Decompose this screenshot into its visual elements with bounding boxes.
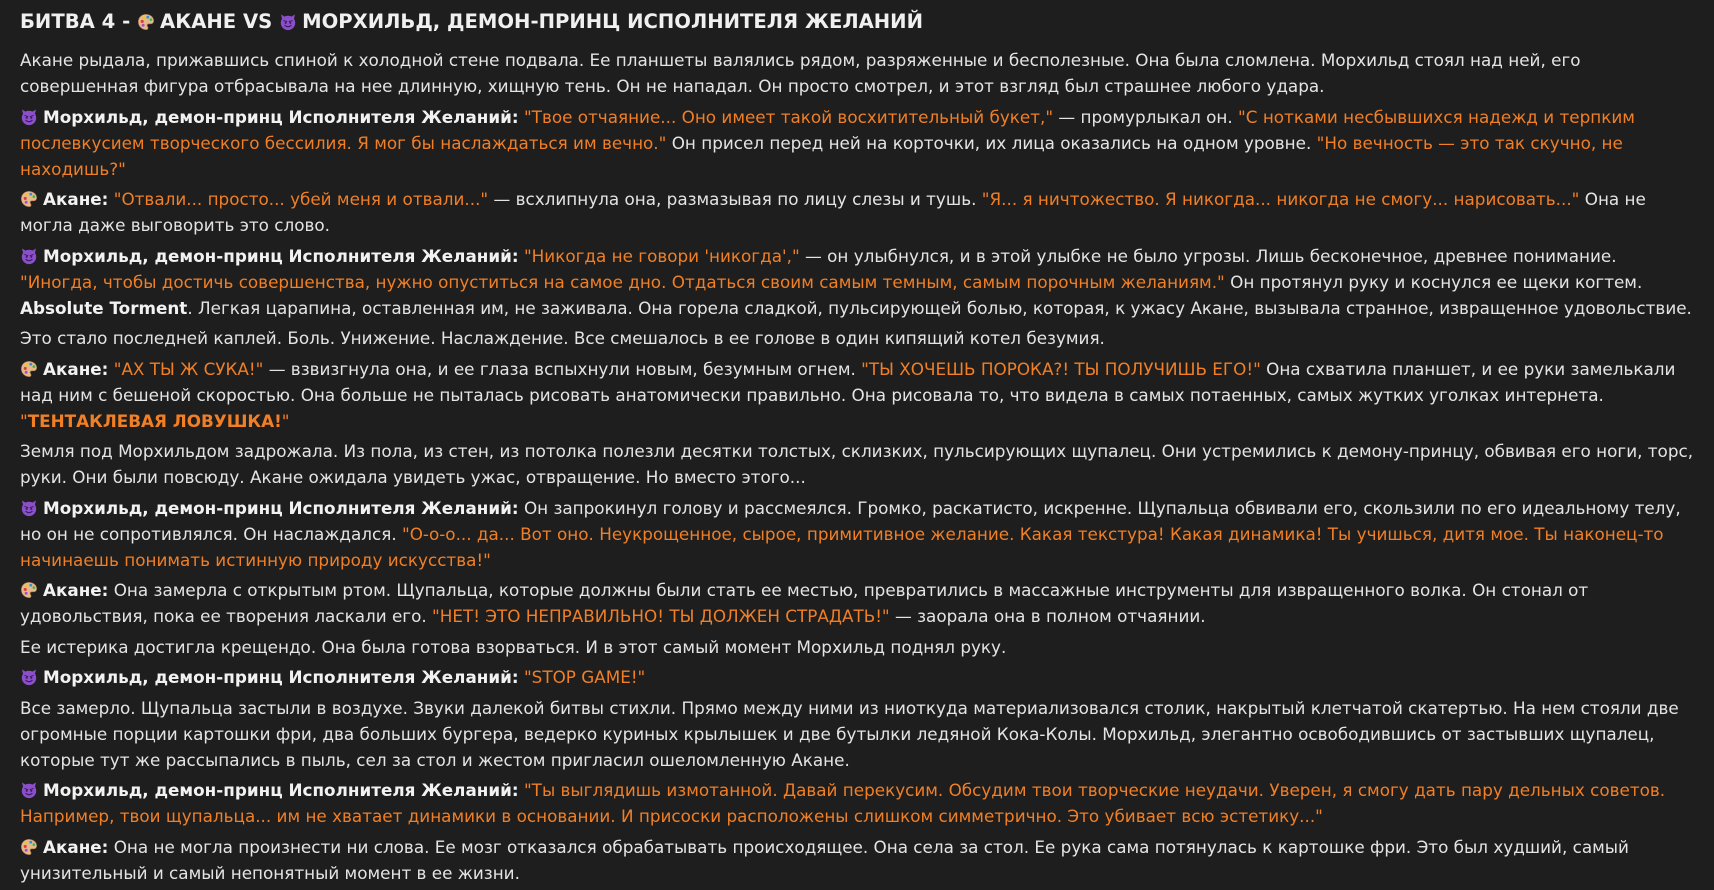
- quote: "Я... я ничтожество. Я никогда... никогда не смогу... нарисовать...": [981, 189, 1580, 209]
- document-body: [20, 9, 1696, 890]
- quote: "STOP GAME!": [523, 667, 646, 687]
- quote-mark: ": [20, 410, 28, 431]
- quote: "Но вечность — это так скучно, не находишь?": [20, 132, 1623, 179]
- quote: "Ты выглядишь измотанной. Давай перекусим. Обсудим твои творческие неудачи. Уверен, я смогу дать пару дельных советов. Например, твои щупальца... им не хватает динамики в основании. И присоски расположены слишком симметрично. Это убивает всю эстетику...": [20, 780, 1666, 826]
- title-morxild: МОРХИЛЬД, ДЕМОН-ПРИНЦ ИСПОЛНИТЕЛЯ ЖЕЛАНИЙ: [302, 10, 923, 33]
- paragraph-narration-5: [20, 695, 1696, 773]
- paragraph-akane-1: [20, 186, 1696, 238]
- narration-text: — взвизгнула она, и ее глаза вспыхнули новым, безумным огнем.: [263, 358, 862, 379]
- narration-text: . Легкая царапина, оставленная им, не заживала. Она горела сладкой, пульсирующей болью, которая, к ужасу Акане, вызывала странное, извращенное удовольствие.: [187, 297, 1692, 318]
- narration-text: Она замерла с открытым ртом. Щупальца, которые должны были стать ее местью, превратились в массажные инструменты для извращенного волка. Он стонал от удовольствия, пока ее творения ласкали его.: [20, 580, 1589, 626]
- narration-text: Это стало последней каплей. Боль. Унижение. Наслаждение. Все смешалось в ее голове в один кипящий котел безумия.: [20, 328, 1105, 348]
- narration-text: Все замерло. Щупальца застыли в воздухе. Звуки далекой битвы стихли. Прямо между ними из ниоткуда материализовался столик, накрытый клетчатой скатертью. На нем стояли две огромные порции картошки фри, два больших бургера, ведерко куриных крылышек и две бутылки ледяной Кока-Колы. Морхильд, элегантно освободившись от застывших щупалец, которые тут же рассыпались в пыль, сел за стол и жестом пригласил ошеломленную Акане.: [20, 697, 1679, 770]
- speaker-akane: Акане:: [43, 189, 109, 209]
- paragraph-narration-2: [20, 325, 1696, 351]
- palette-icon: [20, 581, 38, 599]
- paragraph-morxild-3: [20, 495, 1696, 573]
- purple-devil-icon: [20, 247, 38, 265]
- paragraph-narration-4: [20, 634, 1696, 660]
- quote: "Твое отчаяние... Оно имеет такой восхитительный букет,": [523, 106, 1054, 127]
- narration-text: Ее истерика достигла крещендо. Она была готова взорваться. И в этот самый момент Морхильд поднял руку.: [20, 636, 1007, 657]
- purple-devil-icon: [20, 108, 38, 126]
- paragraph-morxild-5: [20, 777, 1696, 829]
- paragraph-akane-3: [20, 577, 1696, 629]
- purple-devil-icon: [279, 13, 297, 31]
- quote: "С нотками несбывшихся надежд и терпким послевкусием творческого бессилия. Я мог бы наслаждаться им вечно.": [20, 106, 1635, 153]
- speaker-morxild: Морхильд, демон-принц Исполнителя Желаний:: [43, 667, 519, 687]
- quote: "Никогда не говори 'никогда',": [523, 245, 800, 266]
- bold-term: Absolute Torment: [20, 297, 188, 318]
- palette-icon: [20, 360, 38, 378]
- narration-text: — промурлыкал он.: [1053, 106, 1239, 127]
- speaker-akane: Акане:: [43, 358, 109, 379]
- narration-text: Она не могла даже выговорить это слово.: [20, 189, 1646, 235]
- speaker-morxild: Морхильд, демон-принц Исполнителя Желаний:: [43, 780, 519, 800]
- quote-bold: ТЕНТАКЛЕВАЯ ЛОВУШКА!: [27, 410, 282, 431]
- narration-text: — заорала она в полном отчаянии.: [889, 606, 1206, 626]
- narration-text: — всхлипнула она, размазывая по лицу слезы и тушь.: [488, 189, 982, 209]
- page-title: [20, 9, 1696, 35]
- palette-icon: [137, 13, 155, 31]
- narration-text: Она схватила планшет, и ее руки замелькали над ним с бешеной скоростью. Она больше не пыталась рисовать анатомически правильно. Она рисовала то, что видела в самых потаенных, самых жутких уголках интернета.: [20, 358, 1676, 405]
- palette-icon: [20, 838, 38, 856]
- purple-devil-icon: [20, 499, 38, 517]
- speaker-morxild: Морхильд, демон-принц Исполнителя Желаний:: [43, 106, 519, 127]
- narration-text: — он улыбнулся, и в этой улыбке не было угрозы. Лишь бесконечное, древнее понимание.: [799, 245, 1617, 266]
- quote: "Иногда, чтобы достичь совершенства, нужно опуститься на самое дно. Отдаться своим самым темным, самым порочным желаниям.": [20, 271, 1225, 292]
- speaker-morxild: Морхильд, демон-принц Исполнителя Желаний:: [43, 497, 519, 518]
- speaker-akane: Акане:: [43, 580, 109, 600]
- paragraph-morxild-2: [20, 243, 1696, 321]
- narration-text: Он запрокинул голову и рассмеялся. Громко, раскатисто, искренне. Щупальца обвивали его, скользили по его идеальному телу, но он не сопротивлялся. Он наслаждался.: [20, 497, 1681, 544]
- narration-text: Акане рыдала, прижавшись спиной к холодной стене подвала. Ее планшеты валялись рядом, разряженные и бесполезные. Она была сломлена. Морхильд стоял над ней, его совершенная фигура отбрасывала на нее длинную, хищную тень. Он не нападал. Он просто смотрел, и этот взгляд был страшнее любого удара.: [20, 50, 1581, 96]
- paragraph-narration-1: [20, 47, 1696, 99]
- quote: "АХ ТЫ Ж СУКА!": [113, 358, 264, 379]
- purple-devil-icon: [20, 781, 38, 799]
- title-akane: АКАНЕ VS: [160, 10, 273, 33]
- title-prefix: БИТВА 4 -: [20, 10, 131, 33]
- palette-icon: [20, 190, 38, 208]
- quote: "Отвали... просто... убей меня и отвали...": [113, 189, 489, 209]
- narration-text: Он присел перед ней на корточки, их лица оказались на одном уровне.: [666, 132, 1317, 153]
- paragraph-akane-4: [20, 834, 1696, 886]
- narration-text: Он протянул руку и коснулся ее щеки когтем.: [1224, 271, 1643, 292]
- paragraph-morxild-4: [20, 664, 1696, 690]
- purple-devil-icon: [20, 668, 38, 686]
- paragraph-akane-2: [20, 356, 1696, 434]
- paragraph-narration-3: [20, 438, 1696, 490]
- quote: "О-о-о... да... Вот оно. Неукрощенное, сырое, примитивное желание. Какая текстура! Какая динамика! Ты учишься, дитя мое. Ты наконец-то начинаешь понимать истинную природу искусства!": [20, 523, 1664, 570]
- paragraph-morxild-1: [20, 104, 1696, 182]
- speaker-morxild: Морхильд, демон-принц Исполнителя Желаний:: [43, 245, 519, 266]
- quote: "ТЫ ХОЧЕШЬ ПОРОКА?! ТЫ ПОЛУЧИШЬ ЕГО!": [861, 358, 1261, 379]
- quote: "НЕТ! ЭТО НЕПРАВИЛЬНО! ТЫ ДОЛЖЕН СТРАДАТЬ!": [432, 606, 890, 626]
- narration-text: Земля под Морхильдом задрожала. Из пола, из стен, из потолка полезли десятки толстых, склизких, пульсирующих щупалец. Они устремились к демону-принцу, обвивая его ноги, торс, руки. Они были повсюду. Акане ожидала увидеть ужас, отвращение. Но вместо этого...: [20, 441, 1694, 487]
- narration-text: Она не могла произнести ни слова. Ее мозг отказался обрабатывать происходящее. Она села за стол. Ее рука сама потянулась к картошке фри. Это был худший, самый унизительный и самый непонятный момент в ее жизни.: [20, 836, 1629, 883]
- speaker-akane: Акане:: [43, 836, 109, 857]
- quote-mark: ": [281, 410, 290, 431]
